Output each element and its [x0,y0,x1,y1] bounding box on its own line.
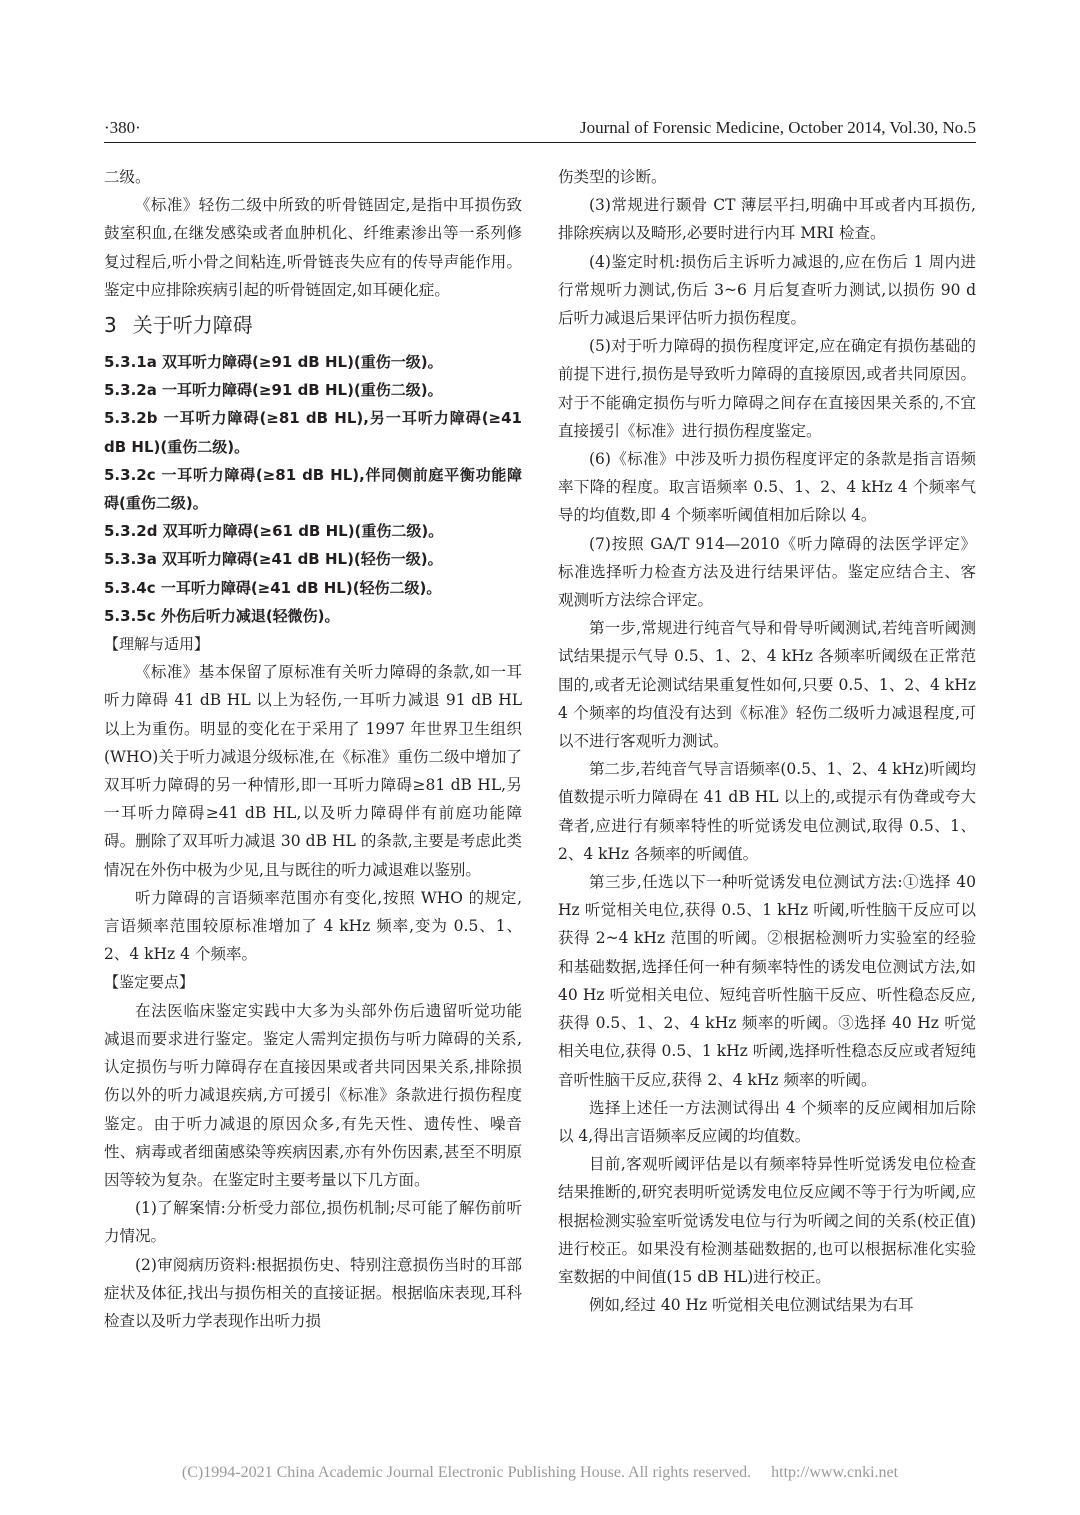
section-number: 3 [104,313,117,338]
left-column [104,163,522,1335]
running-header [104,118,976,143]
copyright-text: (C)1994-2021 China Academic Journal Electronic Publishing House. All rights reserved. [181,1464,752,1481]
paragraph: (7)按照 GA/T 914—2010《听力障碍的法医学评定》标准选择听力检查方法及进行结果评估。鉴定应结合主、客观测听方法综合评定。 [558,534,976,610]
paragraph: 例如,经过 40 Hz 听觉相关电位测试结果为右耳 [589,1296,914,1315]
clause-item: 5.3.2a 一耳听力障碍(≥91 dB HL)(重伤二级)。 [104,381,443,400]
copyright-footer [0,1464,1080,1482]
section-heading [104,310,522,340]
paragraph: (6)《标准》中涉及听力损伤程度评定的条款是指言语频率下降的程度。取言语频率 0.5、1、2、4 kHz 4 个频率气导的均值数,即 4 个频率听阈值相加后除以 4。 [558,450,976,525]
footer-link[interactable]: http://www.cnki.net [771,1464,899,1481]
paragraph: 第一步,常规进行纯音气导和骨导听阈测试,若纯音听阈测试结果提示气导 0.5、1、2、4 kHz 各频率听阈级在正常范围的,或者无论测试结果重复性如何,只要 0.5、1、2、4 kHz 4 个频率的均值没有达到《标准》轻伤二级听力减退程度,可以不进行客观听力测试。 [558,619,976,751]
paragraph: 听力障碍的言语频率范围亦有变化,按照 WHO 的规定,言语频率范围较原标准增加了 4 kHz 频率,变为 0.5、1、2、4 kHz 4 个频率。 [104,888,522,964]
clause-item: 5.3.4c 一耳听力障碍(≥41 dB HL)(轻伤二级)。 [104,578,442,597]
right-column [558,163,976,1319]
clause-item: 5.3.5c 外伤后听力减退(轻微伤)。 [104,606,340,625]
paragraph: 《标准》轻伤二级中所致的听骨链固定,是指中耳损伤致鼓室积血,在继发感染或者血肿机化、纤维素渗出等一系列修复过程后,听小骨之间粘连,听骨链丧失应有的传导声能作用。鉴定中应排除疾病引起的听骨链固定,如耳硬化症。 [104,196,522,299]
paragraph: (4)鉴定时机:损伤后主诉听力减退的,应在伤后 1 周内进行常规听力测试,伤后 3~6 月后复查听力测试,以损伤 90 d 后听力减退后果评估听力损伤程度。 [558,252,976,328]
paragraph: (5)对于听力障碍的损伤程度评定,应在确定有损伤基础的前提下进行,损伤是导致听力障碍的直接原因,或者共同原因。对于不能确定损伤与听力障碍之间存在直接因果关系的,不宜直接援引《标准》进行损伤程度鉴定。 [558,337,976,440]
subheading-understanding: 【理解与适用】 [104,635,210,654]
clause-item: 5.3.2d 双耳听力障碍(≥61 dB HL)(重伤二级)。 [104,522,444,541]
paragraph: 二级。 [104,168,151,186]
clause-item: 5.3.2c 一耳听力障碍(≥81 dB HL),伴同侧前庭平衡功能障碍(重伤二级)。 [104,465,522,513]
clause-item: 5.3.2b 一耳听力障碍(≥81 dB HL),另一耳听力障碍(≥41 dB HL)(重伤二级)。 [104,409,522,456]
section-title: 关于听力障碍 [132,313,253,338]
paragraph: 第二步,若纯音气导言语频率(0.5、1、2、4 kHz)听阈均值数提示听力障碍在 41 dB HL 以上的,或提示有伪聋或夸大聋者,应进行有频率特性的听觉诱发电位测试,取得 0.5、1、2、4 kHz 各频率的听阈值。 [558,760,976,863]
journal-citation: Journal of Forensic Medicine, October 2014, Vol.30, No.5 [580,118,976,137]
paragraph: 在法医临床鉴定实践中大多为头部外伤后遗留听觉功能减退而要求进行鉴定。鉴定人需判定损伤与听力障碍的关系,认定损伤与听力障碍存在直接因果或者共同因果关系,排除损伤以外的听力减退疾病,方可援引《标准》条款进行损伤程度鉴定。由于听力减退的原因众多,有先天性、遗传性、噪音性、病毒或者细菌感染等疾病因素,亦有外伤因素,甚至不明原因等较为复杂。在鉴定时主要考量以下几方面。 [104,1001,522,1189]
paragraph: 目前,客观听阈评估是以有频率特异性听觉诱发电位检查结果推断的,研究表明听觉诱发电位反应阈不等于行为听阈,应根据检测实验室听觉诱发电位与行为听阈之间的关系(校正值)进行校正。如果没有检测基础数据的,也可以根据标准化实验室数据的中间值(15 dB HL)进行校正。 [558,1155,976,1286]
paragraph: 选择上述任一方法测试得出 4 个频率的反应阈相加后除以 4,得出言语频率反应阈的均值数。 [558,1098,976,1145]
paragraph: 第三步,任选以下一种听觉诱发电位测试方法:①选择 40 Hz 听觉相关电位,获得 0.5、1 kHz 听阈,听性脑干反应可以获得 2~4 kHz 范围的听阈。②根据检测听力实验室的经验和基础数据,选择任何一种有频率特性的诱发电位测试方法,如 40 Hz 听觉相关电位、短纯音听性脑干反应、听性稳态反应,获得 0.5、1、2、4 kHz 频率的听阈。③选择 40 Hz 听觉相关电位,获得 0.5、1 kHz 听阈,选择听性稳态反应或者短纯音听性脑干反应,获得 2、4 kHz 频率的听阈。 [558,873,976,1089]
clause-item: 5.3.3a 双耳听力障碍(≥41 dB HL)(轻伤一级)。 [104,550,443,569]
page-number: ·380· [104,118,141,137]
clause-item: 5.3.1a 双耳听力障碍(≥91 dB HL)(重伤一级)。 [104,353,443,372]
subheading-keypoints: 【鉴定要点】 [104,973,195,992]
paragraph: (2)审阅病历资料:根据损伤史、特别注意损伤当时的耳部症状及体征,找出与损伤相关的直接证据。根据临床表现,耳科检查以及听力学表现作出听力损 [104,1255,522,1330]
paragraph: (3)常规进行颞骨 CT 薄层平扫,明确中耳或者内耳损伤,排除疾病以及畸形,必要时进行内耳 MRI 检查。 [558,196,976,243]
paragraph: 伤类型的诊断。 [558,168,667,186]
paragraph: 《标准》基本保留了原标准有关听力障碍的条款,如一耳听力障碍 41 dB HL 以上为轻伤,一耳听力减退 91 dB HL 以上为重伤。明显的变化在于采用了 1997 年世界卫生组织(WHO)关于听力减退分级标准,在《标准》重伤二级中增加了双耳听力障碍的另一种情形,即一耳听力障碍≥81 dB HL,另一耳听力障碍≥41 dB HL,以及听力障碍伴有前庭功能障碍。删除了双耳听力减退 30 dB HL 的条款,主要是考虑此类情况在外伤中极为少见,且与既往的听力减退难以鉴别。 [104,663,522,879]
paragraph: (1)了解案情:分析受力部位,损伤机制;尽可能了解伤前听力情况。 [104,1199,522,1246]
